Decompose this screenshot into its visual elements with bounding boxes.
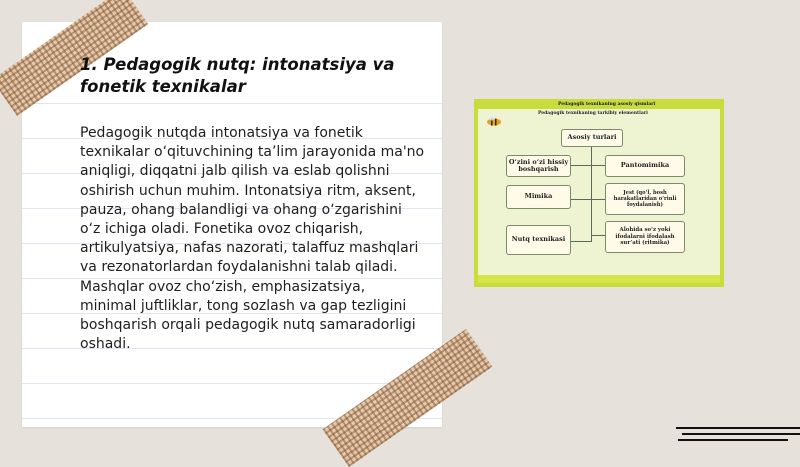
diagram-node-right-1: Pantomimika: [605, 155, 685, 177]
diagram-node-right-2: Jest (qo‘l, bosh harakatlaridan o‘rinli foydalanish): [605, 183, 685, 215]
diagram-node-left-1: O‘zini o‘zi hissiy boshqarish: [506, 155, 571, 177]
connector: [571, 165, 591, 166]
connector: [571, 241, 591, 242]
diagram-node-left-2: Mimika: [506, 185, 571, 209]
diagram-node-right-3: Alohida so‘z yoki ifodalarni ifodalash sur’ati (ritmika): [605, 221, 685, 253]
connector: [591, 147, 592, 242]
diagram-image: [474, 99, 724, 287]
diagram-root-node: Asosiy turlari: [561, 129, 623, 147]
diagram-subtitle: Pedagogik texnikaning tarkibiy elementlari: [538, 111, 648, 116]
bee-icon: [485, 116, 503, 126]
diagram-node-left-3: Nutq texnikasi: [506, 225, 571, 255]
slide-body-text: Pedagogik nutqda intonatsiya va fonetik texnikalar o‘qituvchining ta’lim jarayonida ma'no aniqligi, diqqatni jalb qilish va eslab qolishni oshirish uchun muhim. Intonatsiya ritm, aksent, pauza, ohang balandligi va ohang o‘zgarishini o‘z ichiga oladi. Fonetika ovoz chiqarish, artikulyatsiya, nafas nazorati, talaffuz mashqlari va rezonatorlardan foydalanishni talab qiladi. Mashqlar ovoz cho‘zish, emphasizatsiya, minimal juftliklar, tong sozlash va gap tezligini boshqarish orqali pedagogik nutq samaradorligi oshadi.: [80, 125, 425, 353]
connector: [591, 235, 605, 236]
decorative-lines: [676, 424, 800, 444]
diagram-bottom-bar: [478, 275, 720, 283]
diagram-header: Pedagogik texnikaning asosiy qismlari: [558, 102, 656, 107]
slide-title: 1. Pedagogik nutq: intonatsiya va fonetik texnikalar: [80, 55, 395, 96]
connector: [591, 165, 605, 166]
connector: [591, 199, 605, 200]
connector: [571, 199, 591, 200]
